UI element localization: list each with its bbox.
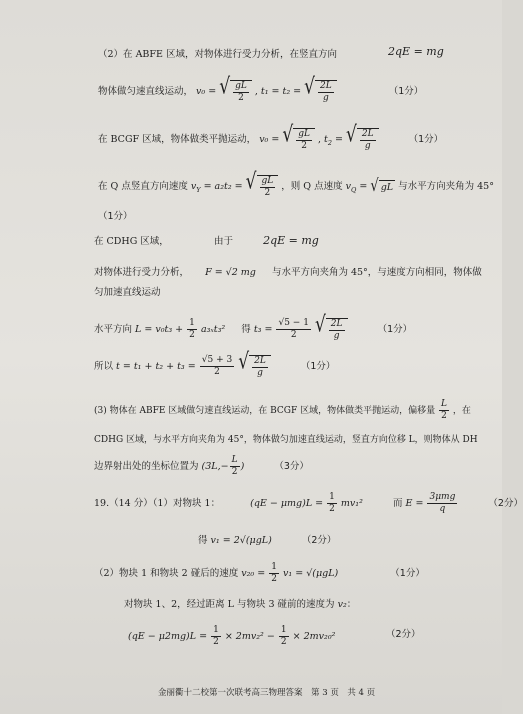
line-13: 边界射出处的坐标位置为 (3L,− $\frac{L}{2}$ ) （3分）	[94, 455, 309, 477]
line-10: 所以 t = t₁ + t₂ + t₃ = $\frac{√5 + 3}{2}$ √ $\frac{2L}{g}$ （1分）	[94, 348, 336, 378]
v0-label: v₀ =	[196, 86, 217, 97]
line-1	[98, 46, 337, 60]
line-4: 在 Q 点竖直方向速度 $v_Y = a_2t_2$ = √ $\frac{gL}{2}$ ，则 Q 点速度 $v_Q$ = √ gL 与水平方向夹角为 45°	[98, 168, 494, 198]
sqrt-gL-over-2: √ $\frac{gL}{2}$	[219, 80, 252, 103]
line-18: (qE − μ2mg)L = $\frac{1}{2}$ × 2mv₂² − $\frac{1}{2}$ × 2mv₂₀²	[128, 625, 336, 647]
score-9: （1分）	[390, 568, 425, 579]
line-15: 得 v₁ = 2√(μgL) （2分）	[198, 535, 337, 546]
text-abfe-analysis: （2）在 ABFE 区域，对物体进行受力分析，在竖直方向	[98, 49, 337, 60]
line-14: 19.（14 分）（1）对物块 1： (qE − μmg)L = $\frac{1}{2}$ mv₁² 而 E = $\frac{\text{3μmg}}{q}$ （2分）	[94, 492, 523, 514]
line-2: 物体做匀速直线运动， v₀ = √ $\frac{gL}{2}$ , t₁ = t₂ = √ $\frac{2L}{g}$ （1分）	[98, 73, 424, 103]
score-3: （1分）	[98, 211, 133, 222]
score-1: （1分）	[388, 86, 424, 97]
line-8: 匀加速直线运动	[94, 287, 161, 298]
score-10: （2分）	[386, 629, 421, 640]
score-8: （2分）	[301, 535, 337, 546]
line-6: 在 CDHG 区域，	[94, 236, 169, 247]
line-12: CDHG 区域，与水平方向夹角为 45°，物体做匀加速直线运动，竖直方向位移 L，则物体从 DH	[94, 435, 478, 445]
score-7: （2分）	[488, 498, 523, 509]
eq-2qE-mg: 2qE = mg	[388, 45, 444, 58]
text-projectile: 在 BCGF 区域，物体做类平抛运动，	[98, 134, 257, 145]
score-4: （1分）	[377, 324, 413, 335]
line-11: (3) 物体在 ABFE 区域做匀速直线运动，在 BCGF 区域，物体做类平抛运动，偏移量 $\frac{L}{2}$ ，在	[94, 399, 471, 421]
t1t2-label: t₁ = t₂ =	[260, 86, 302, 97]
page-footer: 金丽衢十二校第一次联考高三物理答案 第 3 页 共 4 页	[158, 688, 376, 698]
score-5: （1分）	[300, 361, 336, 372]
eq-force: F = √2 mg	[205, 267, 256, 278]
line-17: 对物块 1、2，经过距离 L 与物块 3 碰前的速度为 v₂：	[124, 599, 357, 610]
line-7: 对物体进行受力分析， F = √2 mg 与水平方向夹角为 45°，与速度方向相同，物体做	[94, 267, 482, 278]
answer-sheet-page: （2）在 ABFE 区域，对物体进行受力分析，在竖直方向 2qE = mg 物体做匀速直线运动， v₀ = √ $\frac{gL}{2}$ , t₁ = t₂ = √ $\frac{2L}{g}$ （1分） 在 BCGF 区域，物体做类平抛运动， v₀ = √ $\frac{gL}{2}$ , $t_2$ = √ $\frac{2L}{g}$ （1分） 在 Q 点竖直方向速度 $v_Y = a_2t_2$ = √ $\frac{gL}{2}$ ，则 Q 点速度 $v_Q$ = √ gL 与水平方向夹角为 45° （1分） 在 CDHG 区域， 由于 2qE = mg 对物体进行受力分析， F = √2 mg 与水平方向夹角为 45°，与速度方向相同，物体做 匀加速直线运动 水平方向 L = v₀t₃ + $\frac{1}{2}$ a₃ₓt₃² 得 t₃ = $\frac{√5 - 1}{2}$ √ $\frac{2L}{g}$ （1分） 所以 t = t₁ + t₂ + t₃ = $\frac{√5 + 3}{2}$ √ $\frac{2L}{g}$ （1分） (3) 物体在 ABFE 区域做匀速直线运动，在 BCGF 区域，物体做类平抛运动，偏移量 $\frac{L}{2}$ ，在 CDHG 区域，与水平方向夹角为 45°，物体做匀加速直线运动，竖直方向位移 L，则物体从 DH 边界射出处的坐标位置为 (3L,− $\frac{L}{2}$ ) （3分） 19.（14 分）（1）对物块 1： (qE − μmg)L = $\frac{1}{2}$ mv₁² 而 E = $\frac{\text{3μmg}}{q}$ （2分） 得 v₁ = 2√(μgL) （2分） （2）物块 1 和物块 2 碰后的速度 v₂₀ = $\frac{1}{2}$ v₁ = √(μgL) （1分） 对物块 1、2，经过距离 L 与物块 3 碰前的速度为 v₂： (qE − μ2mg)L = $\frac{1}{2}$ × 2mv₂² − $\frac{1}{2}$ × 2mv₂₀² （2分） 金丽衢十二校第一次联考高三物理答案 第 3 页 共 4 页	[0, 0, 502, 714]
line-3: 在 BCGF 区域，物体做类平抛运动， v₀ = √ $\frac{gL}{2}$ , $t_2$ = √ $\frac{2L}{g}$ （1分）	[98, 121, 444, 151]
score-2: （1分）	[408, 134, 444, 145]
sqrt-2L-over-g: √ $\frac{2L}{g}$	[304, 80, 337, 103]
score-6: （3分）	[274, 461, 309, 472]
line-9: 水平方向 L = v₀t₃ + $\frac{1}{2}$ a₃ₓt₃² 得 t₃ = $\frac{√5 - 1}{2}$ √ $\frac{2L}{g}$ （1分）	[94, 311, 413, 341]
line-16: （2）物块 1 和物块 2 碰后的速度 v₂₀ = $\frac{1}{2}$ v₁ = √(μgL) （1分）	[94, 562, 425, 584]
text-uniform-motion: 物体做匀速直线运动，	[98, 86, 194, 97]
